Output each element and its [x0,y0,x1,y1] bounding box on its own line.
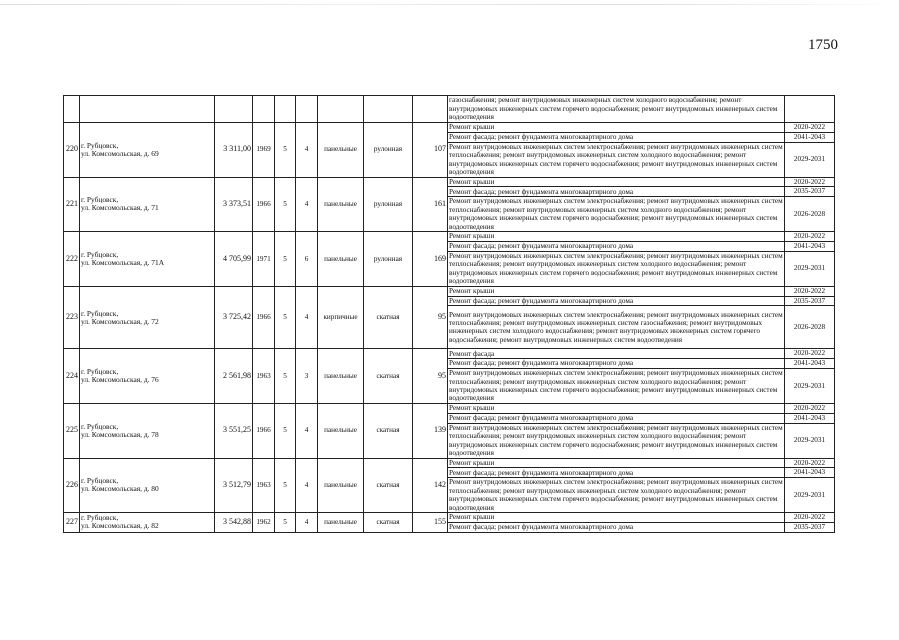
total-area: 3 551,25 [215,403,253,458]
row-number: 226 [64,458,80,513]
wall-material: панельные [318,513,364,533]
floors-count: 5 [275,123,296,178]
address [80,177,215,232]
work-description: Ремонт внутридомовых инженерных систем электроснабжения; ремонт внутридомовых инженерных систем теплоснабжения; ремонт внутридомовых инженерных систем холодного водоснабжения; ремонт внутридомовых инженерных систем горячего водоснабжения; ремонт внутридомовых инженерных систем водоотведения [449,197,783,231]
entrances-count: 4 [296,177,318,232]
work-period: 2035-2037 [785,522,835,532]
wall-material: панельные [318,177,364,232]
wall-material: панельные [318,232,364,287]
work-period: 2020-2022 [785,177,835,187]
row-number: 220 [64,123,80,178]
work-description: Ремонт внутридомовых инженерных систем электроснабжения; ремонт внутридомовых инженерных систем теплоснабжения; ремонт внутридомовых инженерных систем холодного водоснабжения; ремонт внутридомовых инженерных систем горячего водоснабжения; ремонт внутридомовых инженерных систем водоотведения [449,478,783,512]
floors-count: 5 [275,232,296,287]
roof-type: скатная [364,286,413,349]
empty-cell [253,96,275,123]
table-row [64,349,835,359]
floors-count: 5 [275,458,296,513]
work-period: 2041-2043 [785,241,835,251]
work-period: 2041-2043 [785,132,835,142]
work-description: Ремонт фасада; ремонт фундамента многоквартирного дома [448,413,785,423]
work-description: Ремонт внутридомовых инженерных систем электроснабжения; ремонт внутридомовых инженерных систем теплоснабжения; ремонт внутридомовых инженерных систем холодного водоснабжения; ремонт внутридомовых инженерных систем горячего водоснабжения; ремонт внутридомовых инженерных систем водоотведения [449,142,783,176]
address-street: ул. Комсомольская, д. 71А [81,257,165,267]
address-city: г. Рубцовск, [81,513,119,523]
work-period: 2020-2022 [785,513,835,523]
roof-type: скатная [364,403,413,458]
build-year: 1966 [253,403,275,458]
address-street: ул. Комсомольская, д. 69 [81,148,159,158]
empty-cell [64,96,80,123]
work-description: Ремонт внутридомовых инженерных систем электроснабжения; ремонт внутридомовых инженерных систем теплоснабжения; ремонт внутридомовых инженерных систем холодного водоснабжения; ремонт внутридомовых инженерных систем горячего водоснабжения; ремонт внутридомовых инженерных систем водоотведения [449,251,783,286]
row-number: 222 [64,232,80,287]
empty-cell [275,96,296,123]
work-description: Ремонт фасада; ремонт фундамента многоквартирного дома [448,296,785,306]
floors-count: 5 [275,286,296,349]
work-description: Ремонт внутридомовых инженерных систем электроснабжения; ремонт внутридомовых инженерных систем теплоснабжения; ремонт внутридомовых инженерных систем газоснабжения; ремонт внутридомовых инженерных систем холодного водоснабжения; ремонт внутридомовых инженерных систем горячего водоснабжения; ремонт внутридомовых инженерных систем водоотведения [448,306,785,349]
work-period: 2035-2037 [785,296,835,306]
floors-count: 5 [275,177,296,232]
residents-count: 169 [413,232,448,287]
address-city: г. Рубцовск, [81,367,119,377]
scan-edge [0,4,899,5]
row-number: 221 [64,177,80,232]
page-number: 1750 [808,37,838,53]
table-row [64,232,835,242]
repair-program-table [63,95,835,533]
work-description: Ремонт фасада; ремонт фундамента многоквартирного дома [448,468,785,478]
work-description: Ремонт крыши [448,177,785,187]
table-row [64,458,835,468]
address-street: ул. Комсомольская, д. 80 [81,484,159,494]
build-year: 1962 [253,513,275,533]
wall-material: панельные [318,403,364,458]
empty-cell [413,96,448,123]
entrances-count: 4 [296,403,318,458]
work-description: Ремонт крыши [448,286,785,296]
work-period: 2026-2028 [785,306,835,349]
address [80,513,215,533]
residents-count: 161 [413,177,448,232]
residents-count: 142 [413,458,448,513]
total-area: 2 561,98 [215,349,253,404]
build-year: 1963 [253,458,275,513]
table-row [64,177,835,187]
roof-type: скатная [364,513,413,533]
work-period: 2029-2031 [785,368,835,403]
work-period [785,96,835,123]
work-period: 2020-2022 [785,458,835,468]
entrances-count: 3 [296,349,318,404]
total-area: 3 373,51 [215,177,253,232]
work-period: 2020-2022 [785,123,835,133]
build-year: 1966 [253,177,275,232]
table-row [64,403,835,413]
address-city: г. Рубцовск, [81,421,119,431]
table-body [64,96,835,533]
residents-count: 155 [413,513,448,533]
entrances-count: 6 [296,232,318,287]
address-city: г. Рубцовск, [81,140,119,150]
address [80,232,215,287]
work-period: 2026-2028 [785,197,835,232]
address-city: г. Рубцовск, [81,249,119,259]
wall-material: панельные [318,123,364,178]
work-period: 2029-2031 [785,478,835,513]
row-number: 225 [64,403,80,458]
work-description: Ремонт крыши [448,123,785,133]
address [80,403,215,458]
empty-cell [80,96,215,123]
address-street: ул. Комсомольская, д. 71 [81,203,159,213]
work-period: 2041-2043 [785,359,835,369]
row-number: 227 [64,513,80,533]
work-period: 2020-2022 [785,286,835,296]
residents-count: 107 [413,123,448,178]
total-area: 3 311,00 [215,123,253,178]
build-year: 1963 [253,349,275,404]
continuation-row [64,96,835,123]
floors-count: 5 [275,403,296,458]
roof-type: рулонная [364,123,413,178]
total-area: 4 705,99 [215,232,253,287]
work-description: Ремонт внутридомовых инженерных систем электроснабжения; ремонт внутридомовых инженерных систем теплоснабжения; ремонт внутридомовых инженерных систем холодного водоснабжения; ремонт внутридомовых инженерных систем горячего водоснабжения; ремонт внутридомовых инженерных систем водоотведения [449,369,783,403]
address-city: г. Рубцовск, [81,195,119,205]
wall-material: панельные [318,349,364,404]
address-street: ул. Комсомольская, д. 76 [81,375,159,385]
work-period: 2020-2022 [785,403,835,413]
work-description: Ремонт крыши [448,513,785,523]
address-city: г. Рубцовск, [81,476,119,486]
roof-type: рулонная [364,177,413,232]
work-description: Ремонт крыши [448,458,785,468]
entrances-count: 4 [296,458,318,513]
empty-cell [364,96,413,123]
address-street: ул. Комсомольская, д. 72 [81,316,159,326]
work-period: 2041-2043 [785,413,835,423]
roof-type: скатная [364,458,413,513]
floors-count: 5 [275,349,296,404]
address [80,123,215,178]
work-period: 2029-2031 [785,423,835,458]
empty-cell [296,96,318,123]
work-period: 2035-2037 [785,187,835,197]
address [80,286,215,349]
entrances-count: 4 [296,513,318,533]
table-row [64,123,835,133]
empty-cell [318,96,364,123]
work-period: 2041-2043 [785,468,835,478]
wall-material: кирпичные [318,286,364,349]
residents-count: 95 [413,286,448,349]
work-description: Ремонт крыши [448,403,785,413]
work-period: 2020-2022 [785,232,835,242]
work-period: 2020-2022 [785,349,835,359]
address-street: ул. Комсомольская, д. 82 [81,521,159,531]
address-city: г. Рубцовск, [81,308,119,318]
work-period: 2029-2031 [785,251,835,286]
wall-material: панельные [318,458,364,513]
address-street: ул. Комсомольская, д. 78 [81,429,159,439]
roof-type: рулонная [364,232,413,287]
work-description: Ремонт фасада; ремонт фундамента многоквартирного дома [448,359,785,369]
work-period: 2029-2031 [785,142,835,177]
work-description: Ремонт внутридомовых инженерных систем электроснабжения; ремонт внутридомовых инженерных систем теплоснабжения; ремонт внутридомовых инженерных систем холодного водоснабжения; ремонт внутридомовых инженерных систем горячего водоснабжения; ремонт внутридомовых инженерных систем водоотведения [449,423,783,457]
total-area: 3 542,88 [215,513,253,533]
entrances-count: 4 [296,123,318,178]
row-number: 224 [64,349,80,404]
residents-count: 139 [413,403,448,458]
work-description: Ремонт фасада; ремонт фундамента многоквартирного дома [448,132,785,142]
empty-cell [215,96,253,123]
build-year: 1969 [253,123,275,178]
residents-count: 95 [413,349,448,404]
work-description: Ремонт крыши [448,232,785,242]
table-row [64,513,835,523]
build-year: 1971 [253,232,275,287]
total-area: 3 512,79 [215,458,253,513]
roof-type: скатная [364,349,413,404]
floors-count: 5 [275,513,296,533]
work-description: Ремонт фасада [448,349,785,359]
entrances-count: 4 [296,286,318,349]
row-number: 223 [64,286,80,349]
table-row [64,286,835,296]
address [80,458,215,513]
work-description: Ремонт фасада; ремонт фундамента многоквартирного дома [448,522,785,532]
build-year: 1966 [253,286,275,349]
address [80,349,215,404]
work-description: Ремонт фасада; ремонт фундамента многоквартирного дома [448,187,785,197]
work-description: газоснабжения; ремонт внутридомовых инженерных систем холодного водоснабжения; ремонт внутридомовых инженерных систем горячего водоснабжения; ремонт внутридомовых инженерных систем водоотведения [448,96,785,123]
total-area: 3 725,42 [215,286,253,349]
work-description: Ремонт фасада; ремонт фундамента многоквартирного дома [448,241,785,251]
